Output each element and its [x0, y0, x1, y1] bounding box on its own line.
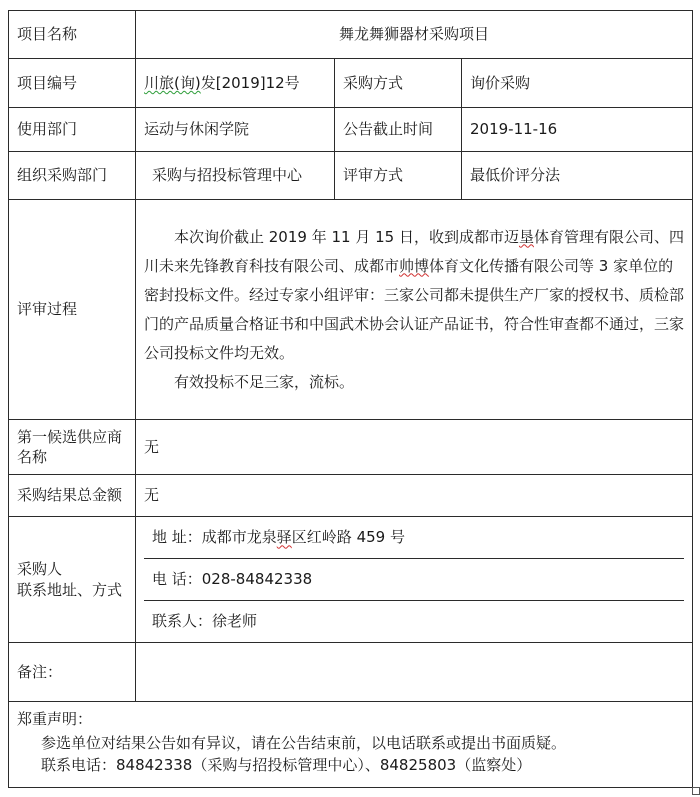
review-text-part: 本次询价截止 2019 年 11 月 15 日，收到成都市迈 [174, 227, 519, 246]
first-candidate-label: 第一候选供应商名称 [9, 420, 136, 475]
address-text: 区红岭路 459 号 [291, 528, 405, 547]
procurement-method-value: 询价采购 [462, 59, 693, 108]
procurement-table [8, 10, 693, 788]
organizer-label: 组织采购部门 [9, 152, 136, 200]
review-process-paragraph-2: 有效投标不足三家，流标。 [174, 372, 355, 391]
row-project-number [9, 59, 693, 108]
project-number-label: 项目编号 [9, 59, 136, 108]
row-total-amount [9, 475, 693, 517]
row-project-name [9, 11, 693, 59]
row-first-candidate [9, 420, 693, 475]
notice-title: 郑重声明： [17, 710, 93, 728]
review-process-label: 评审过程 [9, 200, 136, 420]
notice-cell [9, 702, 693, 788]
address-text: 地 址：成都市龙泉 [152, 528, 277, 547]
total-amount-label: 采购结果总金额 [9, 475, 136, 517]
purchaser-phone: 电 话：028-84842338 [144, 559, 684, 601]
notice-line-2: 联系电话：84842338（采购与招投标管理中心）、84825803（监察处） [41, 756, 532, 774]
purchaser-contact-person: 联系人：徐老师 [152, 612, 258, 631]
project-number-value [136, 59, 335, 108]
paragraph-marker [692, 787, 700, 795]
row-purchaser-contact [9, 517, 693, 643]
review-text-part: 体育管理有限公司、四川未来先锋教育科技有限公司、成都市 [144, 227, 684, 275]
first-candidate-value: 无 [136, 420, 693, 475]
row-review-process [9, 200, 693, 420]
address-text-flagged: 驿 [276, 528, 292, 547]
notice-line-1: 参选单位对结果公告如有异议，请在公告结束前，以电话联系或提出书面质疑。 [41, 734, 567, 752]
review-text-flagged: 垦 [518, 227, 534, 246]
organizer-value: 采购与招投标管理中心 [136, 152, 335, 200]
deadline-value: 2019-11-16 [462, 108, 693, 152]
row-remarks [9, 643, 693, 702]
project-name-label: 项目名称 [9, 11, 136, 59]
deadline-label: 公告截止时间 [335, 108, 462, 152]
purchaser-address [144, 517, 684, 559]
review-process-paragraph-1 [144, 223, 684, 368]
department-value: 运动与休闲学院 [136, 108, 335, 152]
row-organizer [9, 152, 693, 200]
project-number-prefix: 川旅(询) [144, 73, 201, 92]
project-number-suffix: 发[2019]12号 [200, 73, 300, 92]
review-method-value: 最低价评分法 [462, 152, 693, 200]
remarks-label: 备注： [9, 643, 136, 702]
review-text-part: 体育文化传播有限公司等 3 家单位的密封投标文件。经过专家小组评审：三家公司都未提供生产厂家的授权书、质检部门的产品质量合格证书和中国武术协会认证产品证书，符合性审查都不通过，三家公司投标文件均无效。 [144, 256, 685, 362]
row-department [9, 108, 693, 152]
remarks-value [136, 643, 693, 702]
procurement-method-label: 采购方式 [335, 59, 462, 108]
project-name-value: 舞龙舞狮器材采购项目 [136, 11, 693, 59]
purchaser-label [9, 517, 136, 643]
review-method-label: 评审方式 [335, 152, 462, 200]
row-notice [9, 702, 693, 788]
purchaser-label-line1: 采购人 [17, 560, 63, 579]
total-amount-value: 无 [136, 475, 693, 517]
purchaser-label-line2: 联系地址、方式 [17, 580, 123, 599]
review-process-content [136, 200, 693, 420]
review-text-flagged: 帅博 [399, 256, 430, 275]
department-label: 使用部门 [9, 108, 136, 152]
purchaser-contact-cell [136, 517, 693, 643]
